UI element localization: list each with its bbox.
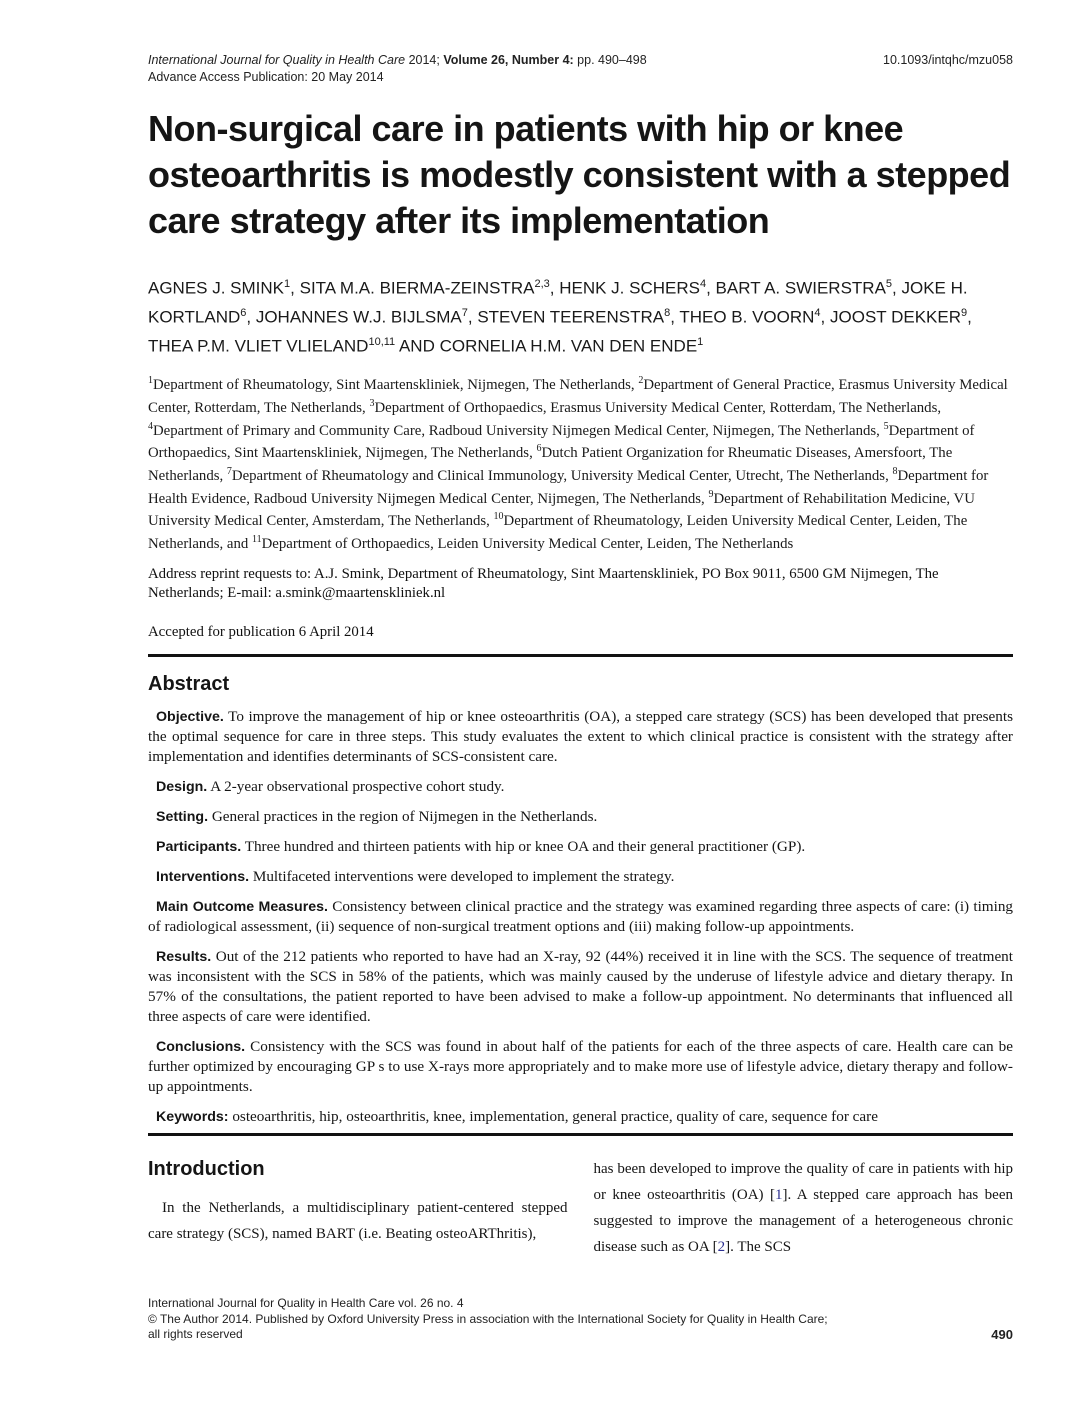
superscript: 2,3: [534, 278, 550, 290]
divider-bottom: [148, 1133, 1013, 1136]
advance-access-line: Advance Access Publication: 20 May 2014: [148, 70, 384, 84]
superscript: 5: [885, 278, 893, 290]
superscript: 7: [461, 307, 468, 320]
paragraph-text: A 2-year observational prospective cohort study.: [210, 777, 505, 795]
doi: 10.1093/intqhc/mzu058: [883, 53, 1013, 67]
intro-paragraph-right: has been developed to improve the quality of care in patients with hip or knee osteoarthritis (OA) [1]. A stepped care approach has been suggested to improve the management of a heterogeneous chronic disease such as OA [2]. The SCS: [593, 1160, 1013, 1255]
footer-rights-line: all rights reserved: [148, 1327, 243, 1341]
abstract-paragraph-results: [148, 947, 1013, 1027]
paragraph-label: Participants.: [156, 838, 242, 855]
superscript: 6: [240, 307, 247, 320]
superscript: 3: [369, 398, 375, 410]
abstract-section: [148, 671, 1013, 1127]
divider-top: [148, 654, 1013, 657]
paragraph-label: Objective.: [156, 708, 224, 725]
page-footer: [148, 1296, 1013, 1343]
author-list: AGNES J. SMINK$^1$, SITA M.A. BIERMA-ZEINSTRA$^{2,3}$, HENK J. SCHERS$^4$, BART A. SWIERSTRA$^5$, JOKE H. KORTLAND$^6$, JOHANNES W.J. BIJLSMA$^7$, STEVEN TEERENSTRA$^8$, THEO B. VOORN$^4$, JOOST DEKKER$^9$, THEA P.M. VLIET VLIELAND$^{10,11}$ AND CORNELIA H.M. VAN DEN ENDE$^1$: [148, 278, 972, 356]
superscript: 9: [961, 307, 968, 320]
superscript: 8: [664, 307, 671, 320]
journal-citation-line: International Journal for Quality in Health Care 2014; Volume 26, Number 4: pp. 490–498: [148, 53, 647, 67]
paragraph-text: General practices in the region of Nijmegen in the Netherlands.: [211, 807, 598, 825]
abstract-paragraph-setting: [148, 807, 1013, 827]
paragraph-text: Consistency between clinical practice and the strategy was examined regarding three aspects of care: (i) timing of radiological assessment, (ii) sequence of non-surgical treatment options and (iii) making follow-up appointments.: [148, 897, 1014, 935]
introduction-heading: Introduction: [148, 1157, 265, 1180]
superscript: 10: [493, 511, 504, 523]
abstract-paragraph-outcomes: [148, 897, 1013, 937]
abstract-paragraph-conclusions: [148, 1037, 1013, 1097]
footer-copyright-line: © The Author 2014. Published by Oxford University Press in association with the International Society for Quality in Health Care;: [148, 1311, 828, 1326]
masthead: [148, 52, 1013, 86]
accepted-date: Accepted for publication 6 April 2014: [148, 623, 374, 640]
superscript: 1: [148, 375, 153, 387]
paragraph-label: Main Outcome Measures.: [156, 898, 328, 915]
reprint-address: Address reprint requests to: A.J. Smink, Department of Rheumatology, Sint Maartenskliniek, PO Box 9011, 6500 GM Nijmegen, The Netherlands; E-mail: a.smink@maartenskliniek.nl: [148, 566, 939, 602]
superscript: 4: [699, 278, 707, 290]
paragraph-label: Design.: [156, 778, 208, 795]
intro-paragraph-left: In the Netherlands, a multidisciplinary patient-centered stepped care strategy (SCS), named BART (i.e. Beating osteoARThritis),: [148, 1199, 568, 1242]
paragraph-text: To improve the management of hip or knee osteoarthritis (OA), a stepped care strategy (SCS) has been developed that presents the optimal sequence for care in three steps. This study evaluates the extent to which clinical practice is consistent with the strategy after implementation and identifies determinants of SCS-consistent care.: [148, 707, 1013, 765]
keywords-text: osteoarthritis, hip, osteoarthritis, knee, implementation, general practice, quality of care, sequence for care: [232, 1107, 878, 1125]
footer-journal-line: International Journal for Quality in Health Care vol. 26 no. 4: [148, 1296, 464, 1310]
abstract-paragraph-objective: [148, 707, 1013, 767]
superscript: 8: [892, 465, 898, 477]
paragraph-text: Three hundred and thirteen patients with hip or knee OA and their general practitioner (GP).: [244, 837, 806, 855]
paragraph-text: Consistency with the SCS was found in about half of the patients for each of the three aspects of care. Health care can be further optimized by encouraging GP s to use X-rays more appropriately and to make more use of lifestyle advice, dietary therapy and follow-up appointments.: [148, 1037, 1013, 1095]
introduction-section: [148, 1156, 1013, 1260]
keywords-line: [148, 1107, 1013, 1127]
italic-text: International Journal for Quality in Health Care: [148, 53, 406, 67]
superscript: 4: [814, 307, 821, 320]
citation-ref[interactable]: 1: [774, 1186, 783, 1203]
superscript: 9: [708, 488, 714, 500]
bold-text: Volume 26, Number 4:: [443, 53, 574, 67]
citation-ref[interactable]: 2: [717, 1238, 726, 1255]
superscript: 10,11: [368, 336, 396, 349]
superscript: 11: [251, 533, 262, 545]
superscript: 7: [226, 465, 232, 477]
paragraph-label: Conclusions.: [156, 1038, 246, 1055]
paragraph-text: Multifaceted interventions were developed to implement the strategy.: [252, 867, 675, 885]
intro-right-column: [594, 1156, 1014, 1260]
page-number: 490: [991, 1327, 1013, 1342]
page-title: Non-surgical care in patients with hip or knee osteoarthritis is modestly consistent with a stepped care strategy after its implementation: [148, 108, 1011, 241]
abstract-paragraph-interventions: [148, 867, 1013, 887]
superscript: 5: [883, 420, 889, 432]
paragraph-label: Results.: [156, 948, 212, 965]
superscript: 6: [536, 443, 542, 455]
superscript: 1: [697, 336, 704, 349]
superscript: 2: [638, 375, 644, 387]
paragraph-label: Setting.: [156, 808, 209, 825]
keywords-label: Keywords:: [156, 1108, 229, 1125]
abstract-heading: Abstract: [148, 672, 230, 695]
abstract-paragraph-design: [148, 777, 1013, 797]
paragraph-label: Interventions.: [156, 868, 250, 885]
intro-left-column: [148, 1156, 568, 1260]
superscript: 1: [284, 278, 291, 290]
affiliations: $^1$Department of Rheumatology, Sint Maartenskliniek, Nijmegen, The Netherlands, $^2$Department of General Practice, Erasmus University Medical Center, Rotterdam, The Netherlands, $^3$Department of Orthopaedics, Erasmus University Medical Center, Rotterdam, The Netherlands, $^4$Department of Primary and Community Care, Radboud University Nijmegen Medical Center, Nijmegen, The Netherlands, $^5$Department of Orthopaedics, Sint Maartenskliniek, Nijmegen, The Netherlands, $^6$Dutch Patient Organization for Rheumatic Diseases, Amersfoort, The Netherlands, $^7$Department of Rheumatology and Clinical Immunology, University Medical Center, Utrecht, The Netherlands, $^8$Department for Health Evidence, Radboud University Nijmegen Medical Center, Nijmegen, The Netherlands, $^9$Department of Rehabilitation Medicine, VU University Medical Center, Amsterdam, The Netherlands, $^{10}$Department of Rheumatology, Leiden University Medical Center, Leiden, The Netherlands, and $^{11}$Department of Orthopaedics, Leiden University Medical Center, Leiden, The Netherlands: [148, 375, 1008, 552]
superscript: 4: [148, 420, 153, 432]
abstract-paragraph-participants: [148, 837, 1013, 857]
paragraph-text: Out of the 212 patients who reported to have had an X-ray, 92 (44%) received it in line with the SCS. The sequence of treatment was inconsistent with the SCS in 58% of the patients, which was mainly caused by the underuse of lifestyle advice and dietary therapy. In 57% of the consultations, the patient reported to have been advised to make a follow-up appointment. No determinants that influenced all three aspects of care were identified.: [148, 947, 1013, 1025]
